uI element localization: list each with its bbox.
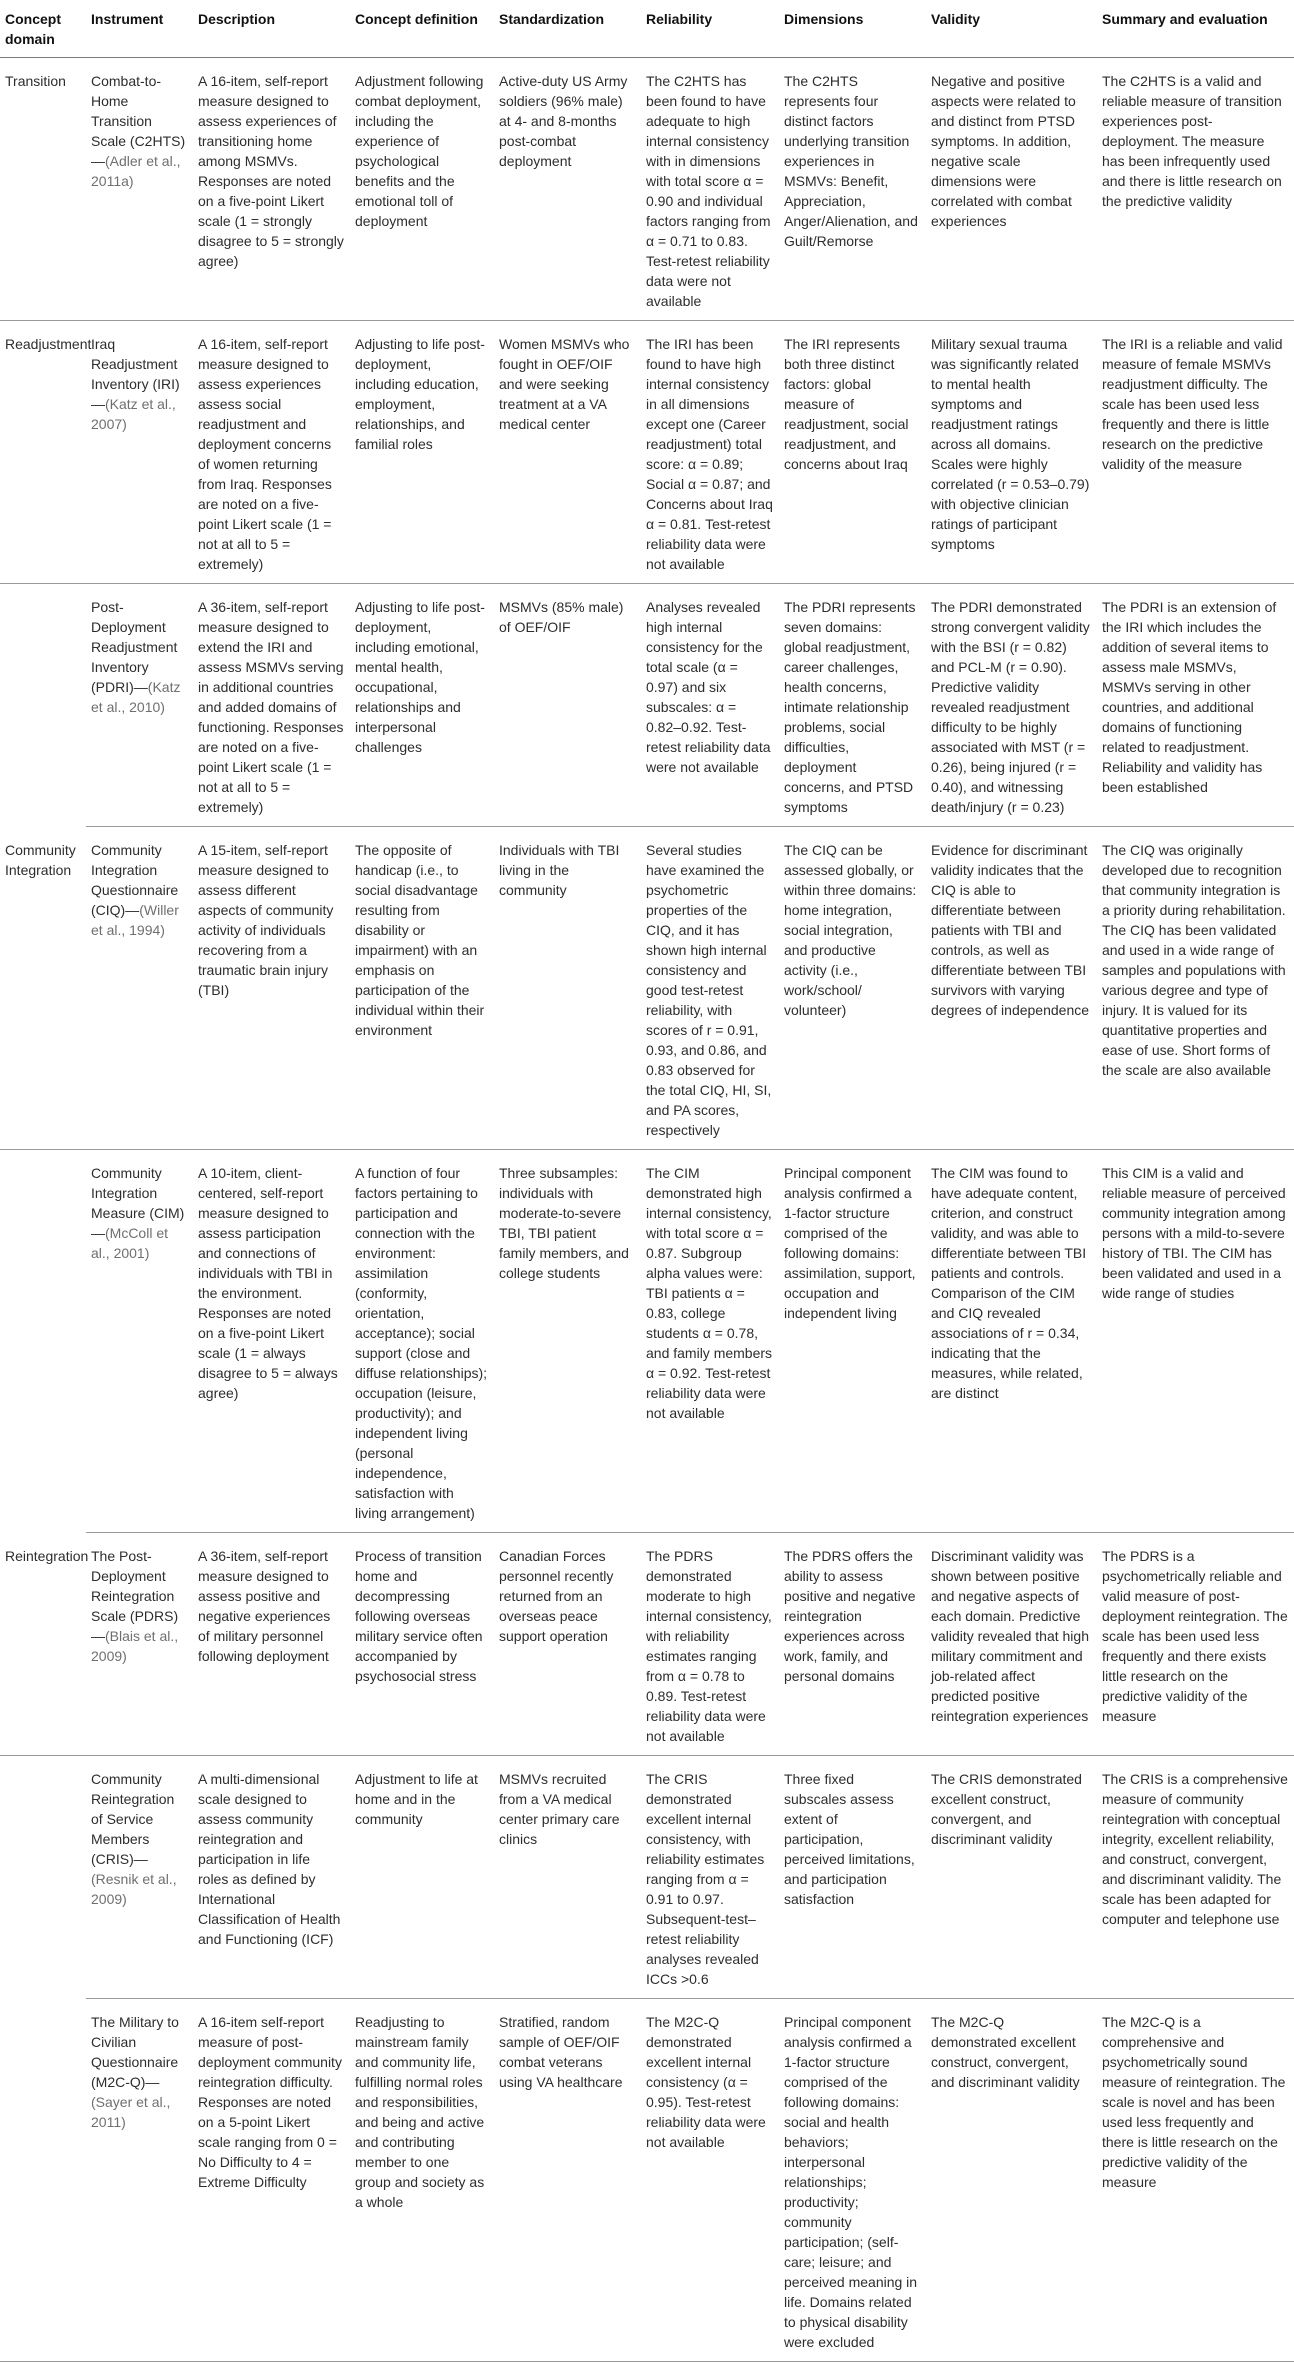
cell-standardization: MSMVs recruited from a VA medical center primary care clinics <box>494 1756 641 1999</box>
cell-domain: Transition <box>0 58 86 321</box>
citation-link[interactable]: (Sayer et al., 2011) <box>91 2094 171 2130</box>
cell-domain <box>0 584 86 827</box>
instrument-name: The Military to Civilian Questionnaire (M2C-Q)— <box>91 2014 179 2090</box>
citation-link[interactable]: (Adler et al., 2011a) <box>91 153 181 189</box>
header-description: Description <box>193 0 350 58</box>
cell-domain: Community Integration <box>0 827 86 1150</box>
cell-validity: The M2C-Q demonstrated excellent construct, convergent, and discriminant validity <box>926 1999 1097 2362</box>
cell-instrument <box>86 1533 193 1756</box>
cell-validity: The PDRI demonstrated strong convergent validity with the BSI (r = 0.82) and PCL-M (r = 0.90). Predictive validity revealed readjustment difficulty to be highly associated with MST (r = 0.26), being injured (r = 0.40), and witnessing death/injury (r = 0.23) <box>926 584 1097 827</box>
citation-link[interactable]: (McColl et al., 2001) <box>91 1225 169 1261</box>
cell-summary: The IRI is a reliable and valid measure of female MSMVs readjustment difficulty. The scale has been used less frequently and there is little research on the predictive validity of the measure <box>1097 321 1294 584</box>
cell-instrument <box>86 827 193 1150</box>
cell-definition: Adjustment following combat deployment, including the experience of psychological benefits and the emotional toll of deployment <box>350 58 494 321</box>
header-row <box>0 0 1294 58</box>
instrument-name: Community Reintegration of Service Members (CRIS)— <box>91 1771 175 1867</box>
cell-standardization: Stratified, random sample of OEF/OIF combat veterans using VA healthcare <box>494 1999 641 2362</box>
cell-instrument <box>86 1999 193 2362</box>
cell-instrument <box>86 58 193 321</box>
cell-standardization: Canadian Forces personnel recently returned from an overseas peace support operation <box>494 1533 641 1756</box>
cell-instrument <box>86 321 193 584</box>
cell-reliability: Analyses revealed high internal consistency for the total scale (α = 0.97) and six subscales: α = 0.82–0.92. Test-retest reliability data were not available <box>641 584 779 827</box>
instrument-name: Iraq Readjustment Inventory (IRI)— <box>91 336 180 412</box>
cell-description: A 15-item, self-report measure designed to assess different aspects of community activity of individuals recovering from a traumatic brain injury (TBI) <box>193 827 350 1150</box>
cell-standardization: Active-duty US Army soldiers (96% male) at 4- and 8-months post-combat deployment <box>494 58 641 321</box>
cell-summary: The CRIS is a comprehensive measure of community reintegration with conceptual integrity, excellent reliability, and construct, convergent, and discriminant validity. The scale has been adapted for computer and telephone use <box>1097 1756 1294 1999</box>
cell-standardization: Women MSMVs who fought in OEF/OIF and were seeking treatment at a VA medical center <box>494 321 641 584</box>
cell-reliability: The CRIS demonstrated excellent internal consistency, with reliability estimates ranging from α = 0.91 to 0.97. Subsequent-test–retest reliability analyses revealed ICCs >0.6 <box>641 1756 779 1999</box>
table-body <box>0 58 1294 2362</box>
cell-domain: Reintegration <box>0 1533 86 1756</box>
cell-description: A 10-item, client-centered, self-report measure designed to assess participation and connections of individuals with TBI in the environment. Responses are noted on a five-point Likert scale (1 = always disagree to 5 = always agree) <box>193 1150 350 1533</box>
cell-standardization: MSMVs (85% male) of OEF/OIF <box>494 584 641 827</box>
cell-reliability: The PDRS demonstrated moderate to high internal consistency, with reliability estimates ranging from α = 0.78 to 0.89. Test-retest reliability data were not available <box>641 1533 779 1756</box>
instrument-name: Community Integration Questionnaire (CIQ)— <box>91 842 179 918</box>
cell-validity: The CRIS demonstrated excellent construct, convergent, and discriminant validity <box>926 1756 1097 1999</box>
instrument-name: Combat-to-Home Transition Scale (C2HTS)— <box>91 73 186 169</box>
cell-instrument <box>86 584 193 827</box>
cell-reliability: Several studies have examined the psychometric properties of the CIQ, and it has shown high internal consistency and good test-retest reliability, with scores of r = 0.91, 0.93, and 0.86, and 0.83 observed for the total CIQ, HI, SI, and PA scores, respectively <box>641 827 779 1150</box>
cell-reliability: The CIM demonstrated high internal consistency, with total score α = 0.87. Subgroup alpha values were: TBI patients α = 0.83, college students α = 0.78, and family members α = 0.92. Test-retest reliability data were not available <box>641 1150 779 1533</box>
cell-domain <box>0 1150 86 1533</box>
cell-summary: The CIQ was originally developed due to recognition that community integration is a priority during rehabilitation. The CIQ has been validated and used in a wide range of samples and populations with various degree and type of injury. It is valued for its quantitative properties and ease of use. Short forms of the scale are also available <box>1097 827 1294 1150</box>
table-header <box>0 0 1294 58</box>
table-row <box>0 321 1294 584</box>
cell-validity: Military sexual trauma was significantly related to mental health symptoms and readjustment ratings across all domains. Scales were highly correlated (r = 0.53–0.79) with objective clinician ratings of participant symptoms <box>926 321 1097 584</box>
header-standardization: Standardization <box>494 0 641 58</box>
citation-link[interactable]: (Blais et al., 2009) <box>91 1628 179 1664</box>
table-row <box>0 584 1294 827</box>
cell-description: A multi-dimensional scale designed to assess community reintegration and participation in life roles as defined by International Classification of Health and Functioning (ICF) <box>193 1756 350 1999</box>
citation-link[interactable]: (Katz et al., 2007) <box>91 396 176 432</box>
cell-validity: Negative and positive aspects were related to and distinct from PTSD symptoms. In addition, negative scale dimensions were correlated with combat experiences <box>926 58 1097 321</box>
table-row <box>0 1533 1294 1756</box>
cell-summary: The PDRS is a psychometrically reliable and valid measure of post-deployment reintegration. The scale has been used less frequently and there exists little research on the predictive validity of the measure <box>1097 1533 1294 1756</box>
cell-instrument <box>86 1150 193 1533</box>
cell-definition: Readjusting to mainstream family and community life, fulfilling normal roles and responsibilities, and being and active and contributing member to one group and society as a whole <box>350 1999 494 2362</box>
instrument-name: Community Integration Measure (CIM)— <box>91 1165 185 1241</box>
cell-description: A 16-item, self-report measure designed to assess experiences of transitioning home among MSMVs. Responses are noted on a five-point Likert scale (1 = strongly disagree to 5 = strongly agree) <box>193 58 350 321</box>
cell-standardization: Individuals with TBI living in the community <box>494 827 641 1150</box>
cell-definition: A function of four factors pertaining to participation and connection with the environment: assimilation (conformity, orientation, acceptance); social support (close and diffuse relationships); occupation (leisure, productivity); and independent living (personal independence, satisfaction with living arrangement) <box>350 1150 494 1533</box>
cell-summary: This CIM is a valid and reliable measure of perceived community integration among persons with a mild-to-severe history of TBI. The CIM has been validated and used in a wide range of studies <box>1097 1150 1294 1533</box>
cell-dimensions: The IRI represents both three distinct factors: global measure of readjustment, social readjustment, and concerns about Iraq <box>779 321 926 584</box>
citation-link[interactable]: (Resnik et al., 2009) <box>91 1871 177 1907</box>
cell-summary: The C2HTS is a valid and reliable measure of transition experiences post-deployment. The measure has been infrequently used and there is little research on the predictive validity <box>1097 58 1294 321</box>
table-row <box>0 827 1294 1150</box>
cell-dimensions: The PDRS offers the ability to assess positive and negative reintegration experiences across work, family, and personal domains <box>779 1533 926 1756</box>
cell-definition: Adjusting to life post-deployment, including education, employment, relationships, and familial roles <box>350 321 494 584</box>
cell-validity: Evidence for discriminant validity indicates that the CIQ is able to differentiate between patients with TBI and controls, as well as differentiate between TBI survivors with varying degrees of independence <box>926 827 1097 1150</box>
cell-validity: The CIM was found to have adequate content, criterion, and construct validity, and was able to differentiate between TBI patients and controls. Comparison of the CIM and CIQ revealed associations of r = 0.34, indicating that the measures, while related, are distinct <box>926 1150 1097 1533</box>
cell-domain <box>0 1999 86 2362</box>
instrument-name: The Post-Deployment Reintegration Scale (PDRS)— <box>91 1548 179 1644</box>
cell-description: A 16-item, self-report measure designed to assess experiences assess social readjustment and deployment concerns of women returning from Iraq. Responses are noted on a five-point Likert scale (1 = not at all to 5 = extremely) <box>193 321 350 584</box>
header-dimensions: Dimensions <box>779 0 926 58</box>
header-concept-domain: Concept domain <box>0 0 86 58</box>
cell-dimensions: Principal component analysis confirmed a 1-factor structure comprised of the following domains: assimilation, support, occupation and independent living <box>779 1150 926 1533</box>
table-row <box>0 1756 1294 1999</box>
cell-standardization: Three subsamples: individuals with moderate-to-severe TBI, TBI patient family members, and college students <box>494 1150 641 1533</box>
cell-dimensions: The CIQ can be assessed globally, or within three domains: home integration, social integration, and productive activity (i.e., work/school/ volunteer) <box>779 827 926 1150</box>
cell-description: A 16-item self-report measure of post-deployment community reintegration difficulty. Responses are noted on a 5-point Likert scale ranging from 0 = No Difficulty to 4 = Extreme Difficulty <box>193 1999 350 2362</box>
table-row <box>0 1999 1294 2362</box>
cell-dimensions: The PDRI represents seven domains: global readjustment, career challenges, health concerns, intimate relationship problems, social difficulties, deployment concerns, and PTSD symptoms <box>779 584 926 827</box>
cell-definition: Adjusting to life post-deployment, including emotional, mental health, occupational, relationships and interpersonal challenges <box>350 584 494 827</box>
cell-dimensions: Principal component analysis confirmed a 1-factor structure comprised of the following domains: social and health behaviors; interpersonal relationships; productivity; community participation; (self-care; leisure; and perceived meaning in life. Domains related to physical disability were excluded <box>779 1999 926 2362</box>
cell-definition: Adjustment to life at home and in the community <box>350 1756 494 1999</box>
cell-summary: The M2C-Q is a comprehensive and psychometrically sound measure of reintegration. The scale is novel and has been used less frequently and there is little research on the predictive validity of the measure <box>1097 1999 1294 2362</box>
cell-description: A 36-item, self-report measure designed to assess positive and negative experiences of military personnel following deployment <box>193 1533 350 1756</box>
header-concept-definition: Concept definition <box>350 0 494 58</box>
cell-domain <box>0 1756 86 1999</box>
table-row <box>0 1150 1294 1533</box>
header-validity: Validity <box>926 0 1097 58</box>
cell-reliability: The C2HTS has been found to have adequate to high internal consistency with in dimensions with total score α = 0.90 and individual factors ranging from α = 0.71 to 0.83. Test-retest reliability data were not available <box>641 58 779 321</box>
cell-validity: Discriminant validity was shown between positive and negative aspects of each domain. Predictive validity revealed that high military commitment and job-related affect predicted positive reintegration experiences <box>926 1533 1097 1756</box>
instrument-name: Post-Deployment Readjustment Inventory (PDRI)— <box>91 599 178 695</box>
cell-definition: The opposite of handicap (i.e., to social disadvantage resulting from disability or impairment) with an emphasis on participation of the individual within their environment <box>350 827 494 1150</box>
cell-domain: Readjustment <box>0 321 86 584</box>
cell-summary: The PDRI is an extension of the IRI which includes the addition of several items to assess male MSMVs, MSMVs serving in other countries, and additional domains of functioning related to readjustment. Reliability and validity has been established <box>1097 584 1294 827</box>
citation-link[interactable]: (Katz et al., 2010) <box>91 679 181 715</box>
cell-instrument <box>86 1756 193 1999</box>
header-summary: Summary and evaluation <box>1097 0 1294 58</box>
cell-dimensions: Three fixed subscales assess extent of participation, perceived limitations, and participation satisfaction <box>779 1756 926 1999</box>
cell-description: A 36-item, self-report measure designed to extend the IRI and assess MSMVs serving in additional countries and added domains of functioning. Responses are noted on a five-point Likert scale (1 = not at all to 5 = extremely) <box>193 584 350 827</box>
citation-link[interactable]: (Willer et al., 1994) <box>91 902 179 938</box>
table-row <box>0 58 1294 321</box>
cell-definition: Process of transition home and decompressing following overseas military service often accompanied by psychosocial stress <box>350 1533 494 1756</box>
cell-reliability: The IRI has been found to have high internal consistency in all dimensions except one (Career readjustment) total score: α = 0.89; Social α = 0.87; and Concerns about Iraq α = 0.81. Test-retest reliability data were not available <box>641 321 779 584</box>
cell-dimensions: The C2HTS represents four distinct factors underlying transition experiences in MSMVs: Benefit, Appreciation, Anger/Alienation, and Guilt/Remorse <box>779 58 926 321</box>
header-reliability: Reliability <box>641 0 779 58</box>
cell-reliability: The M2C-Q demonstrated excellent internal consistency (α = 0.95). Test-retest reliability data were not available <box>641 1999 779 2362</box>
header-instrument: Instrument <box>86 0 193 58</box>
